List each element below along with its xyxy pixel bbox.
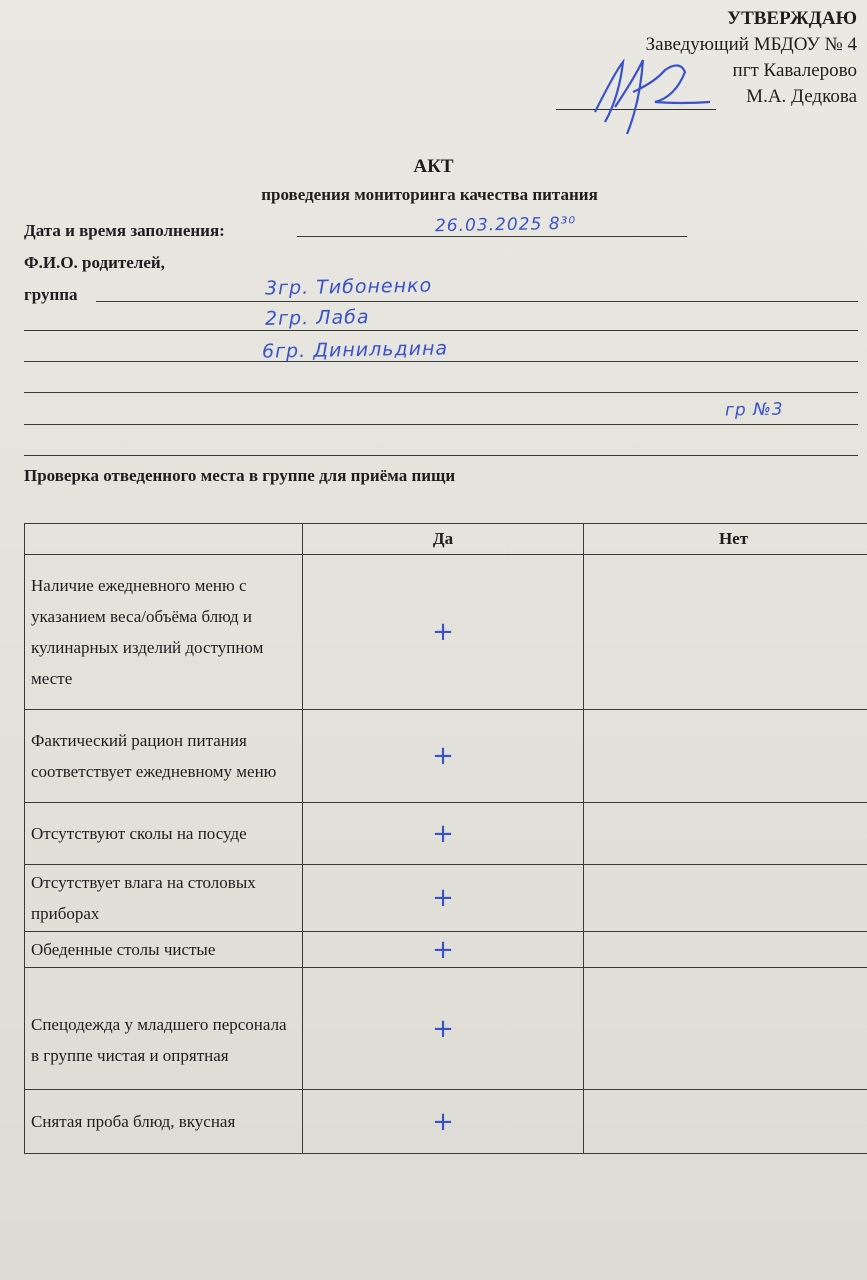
table-row [25,803,867,865]
row-question: Снятая проба блюд, вкусная [25,1090,303,1154]
group-line-1 [96,301,858,302]
group-line-5 [24,424,858,425]
document-subtitle: проведения мониторинга качества питания [261,185,598,204]
table-row [25,932,867,968]
row-no [584,968,867,1090]
row-no [584,865,867,932]
row-no [584,1090,867,1154]
group-entry-1: 3гр. Тибоненко [264,274,433,300]
row-question: Отсутствуют сколы на посуде [25,803,303,865]
signature [585,52,715,137]
table-row [25,710,867,803]
row-yes [303,803,584,865]
table-row [25,1090,867,1154]
header-yes: Да [303,524,584,555]
plus-mark: + [432,883,454,913]
plus-mark: + [432,617,454,647]
group-side-note: гр №3 [724,399,784,421]
row-yes [303,710,584,803]
group-entry-3: 6гр. Динильдина [261,337,449,363]
section-title: Проверка отведенного места в группе для приёма пищи [24,466,456,485]
table-row [25,555,867,710]
table-header-row [25,524,867,555]
checklist-table [24,523,867,1154]
row-question: Фактический рацион питания соответствует ежедневному меню [25,710,303,803]
plus-mark: + [432,1013,454,1044]
approval-location: пгт Кавалерово [732,60,857,81]
date-value: 26.03.2025 8³⁰ [434,213,577,237]
row-yes [303,865,584,932]
row-no [584,710,867,803]
group-line-4 [24,392,858,393]
row-question: Спецодежда у младшего персонала в группе чистая и опрятная [25,968,303,1090]
header-no: Нет [584,524,867,555]
group-entry-2: 2гр. Лаба [264,306,370,330]
document-title: АКТ [413,156,454,177]
parents-label: Ф.И.О. родителей, [24,253,165,272]
table-row [25,968,867,1090]
approval-heading: УТВЕРЖДАЮ [727,8,857,29]
row-yes [303,932,584,968]
row-yes [303,555,584,710]
approval-name: М.А. Дедкова [746,86,857,107]
date-line [297,236,687,237]
group-line-6 [24,455,858,456]
row-no [584,803,867,865]
approval-position: Заведующий МБДОУ № 4 [645,34,857,55]
group-line-3 [24,361,858,362]
row-yes [303,1090,584,1154]
group-line-2 [24,330,858,331]
table-row [25,865,867,932]
row-question: Наличие ежедневного меню с указанием веса/объёма блюд и кулинарных изделий доступном месте [25,555,303,710]
row-question: Обеденные столы чистые [25,932,303,968]
row-yes [303,968,584,1090]
plus-mark: + [432,1106,454,1137]
row-no [584,555,867,710]
plus-mark: + [432,934,454,965]
group-label: группа [24,285,78,304]
row-no [584,932,867,968]
header-question [25,524,303,555]
plus-mark: + [432,818,454,849]
plus-mark: + [432,741,454,771]
date-label: Дата и время заполнения: [24,221,225,240]
row-question: Отсутствует влага на столовых приборах [25,865,303,932]
